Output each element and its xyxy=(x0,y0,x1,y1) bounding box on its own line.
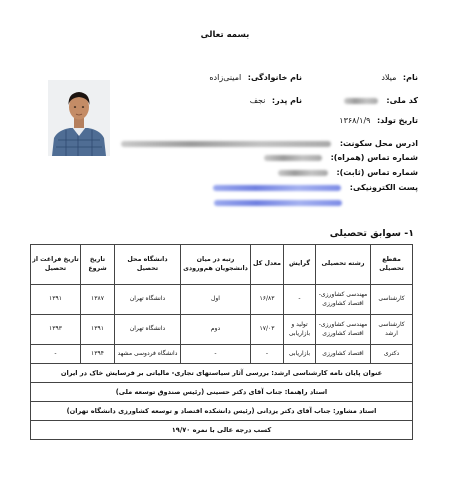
header-start-year: تاریخ شروع xyxy=(81,245,115,285)
redacted-email-2 xyxy=(214,200,342,206)
national-code-label: کد ملی: xyxy=(386,96,418,105)
redacted-mobile xyxy=(264,155,322,161)
grade-text: کسب درجه عالی با نمره ۱۹/۷۰ xyxy=(31,421,413,440)
table-cell: دانشگاه تهران xyxy=(115,315,181,345)
birth-date-field xyxy=(339,116,418,125)
table-row xyxy=(31,285,413,315)
birth-date-value: ۱۳۶۸/۱/۹ xyxy=(339,116,371,125)
email-second-line xyxy=(214,198,348,207)
table-cell: ۱۷/۰۳ xyxy=(251,315,284,345)
header-end-year: تاریخ فراغت از تحصیل xyxy=(31,245,81,285)
address-field xyxy=(121,139,418,148)
table-cell: ۱۳۸۷ xyxy=(81,285,115,315)
table-cell: - xyxy=(181,345,251,364)
table-cell: - xyxy=(284,285,316,315)
education-header-row xyxy=(31,245,413,285)
family-name-label: نام خانوادگی: xyxy=(247,73,302,82)
advisor-text: استاد مشاور: جناب آقای دکتر یزدانی (رئیس دانشکده اقتصاد و توسعه کشاورزی دانشگاه تهران) xyxy=(31,402,413,421)
table-cell: دکتری xyxy=(371,345,413,364)
name-value: میلاد xyxy=(381,73,397,82)
person-portrait-icon xyxy=(48,80,110,156)
name-label: نام: xyxy=(402,73,418,82)
family-name-value: امینی‌زاده xyxy=(209,73,242,82)
father-name-label: نام پدر: xyxy=(271,96,302,105)
table-cell: اول xyxy=(181,285,251,315)
header-specialization: گرایش xyxy=(284,245,316,285)
family-name-field xyxy=(209,73,302,82)
table-cell: بازاریابی xyxy=(284,345,316,364)
address-label: ادرس محل سکونت: xyxy=(339,139,418,148)
national-code-field xyxy=(344,96,418,105)
thesis-row xyxy=(31,364,413,383)
header-university: دانشگاه محل تحصیل xyxy=(115,245,181,285)
table-cell: کارشناسی xyxy=(371,285,413,315)
mobile-field xyxy=(264,153,418,162)
table-cell: کارشناسی ارشد xyxy=(371,315,413,345)
name-field xyxy=(381,73,418,82)
thesis-title: عنوان پایان نامه کارشناسی ارشد: بررسی آثار سیاستهای تجاری- مالیاتی بر فرسایش خاک در ایران xyxy=(31,364,413,383)
redacted-address xyxy=(121,141,331,147)
grade-row xyxy=(31,421,413,440)
table-cell: ۱۳۹۱ xyxy=(31,285,81,315)
father-name-value: نجف xyxy=(249,96,266,105)
table-cell: - xyxy=(251,345,284,364)
table-cell: ۱۳۹۱ xyxy=(81,315,115,345)
email-label: پست الکترونیکی: xyxy=(349,183,418,192)
header-degree: مقطع تحصیلی xyxy=(371,245,413,285)
header-gpa: معدل کل xyxy=(251,245,284,285)
email-field xyxy=(213,183,418,192)
profile-photo xyxy=(48,80,110,156)
mobile-label: شماره تماس (همراه): xyxy=(330,153,418,162)
supervisor-text: استاد راهنما: جناب آقای دکتر حسینی (رئیس صندوق توسعه ملی) xyxy=(31,383,413,402)
redacted-email-1 xyxy=(213,185,341,191)
father-name-field xyxy=(250,96,302,105)
advisor-row xyxy=(31,402,413,421)
header-major: رشته تحصیلی xyxy=(316,245,371,285)
table-cell: دانشگاه فردوسی مشهد xyxy=(115,345,181,364)
birth-date-label: تاریخ تولد: xyxy=(376,116,418,125)
table-cell: ۱۶/۸۳ xyxy=(251,285,284,315)
phone-label: شماره تماس (ثابت): xyxy=(336,168,418,177)
table-cell: اقتصاد کشاورزی xyxy=(316,345,371,364)
table-row xyxy=(31,345,413,364)
education-section-title: ۱- سوابق تحصیلی xyxy=(329,228,414,239)
table-cell: مهندسی کشاورزی- اقتصاد کشاورزی xyxy=(316,315,371,345)
table-row xyxy=(31,315,413,345)
education-table xyxy=(30,244,413,440)
table-cell: ۱۳۹۳ xyxy=(31,315,81,345)
header-rank: رتبه در میان دانشجویان هم‌ورودی xyxy=(181,245,251,285)
supervisor-row xyxy=(31,383,413,402)
table-cell: ۱۳۹۴ xyxy=(81,345,115,364)
bismillah-heading: بسمه تعالی xyxy=(200,30,250,40)
table-cell: تولید و بازاریابی xyxy=(284,315,316,345)
phone-field xyxy=(278,168,418,177)
table-cell: مهندسی کشاورزی- اقتصاد کشاورزی xyxy=(316,285,371,315)
table-cell: - xyxy=(31,345,81,364)
table-cell: دانشگاه تهران xyxy=(115,285,181,315)
redacted-phone xyxy=(278,170,328,176)
table-cell: دوم xyxy=(181,315,251,345)
redacted-national-code xyxy=(344,98,378,104)
